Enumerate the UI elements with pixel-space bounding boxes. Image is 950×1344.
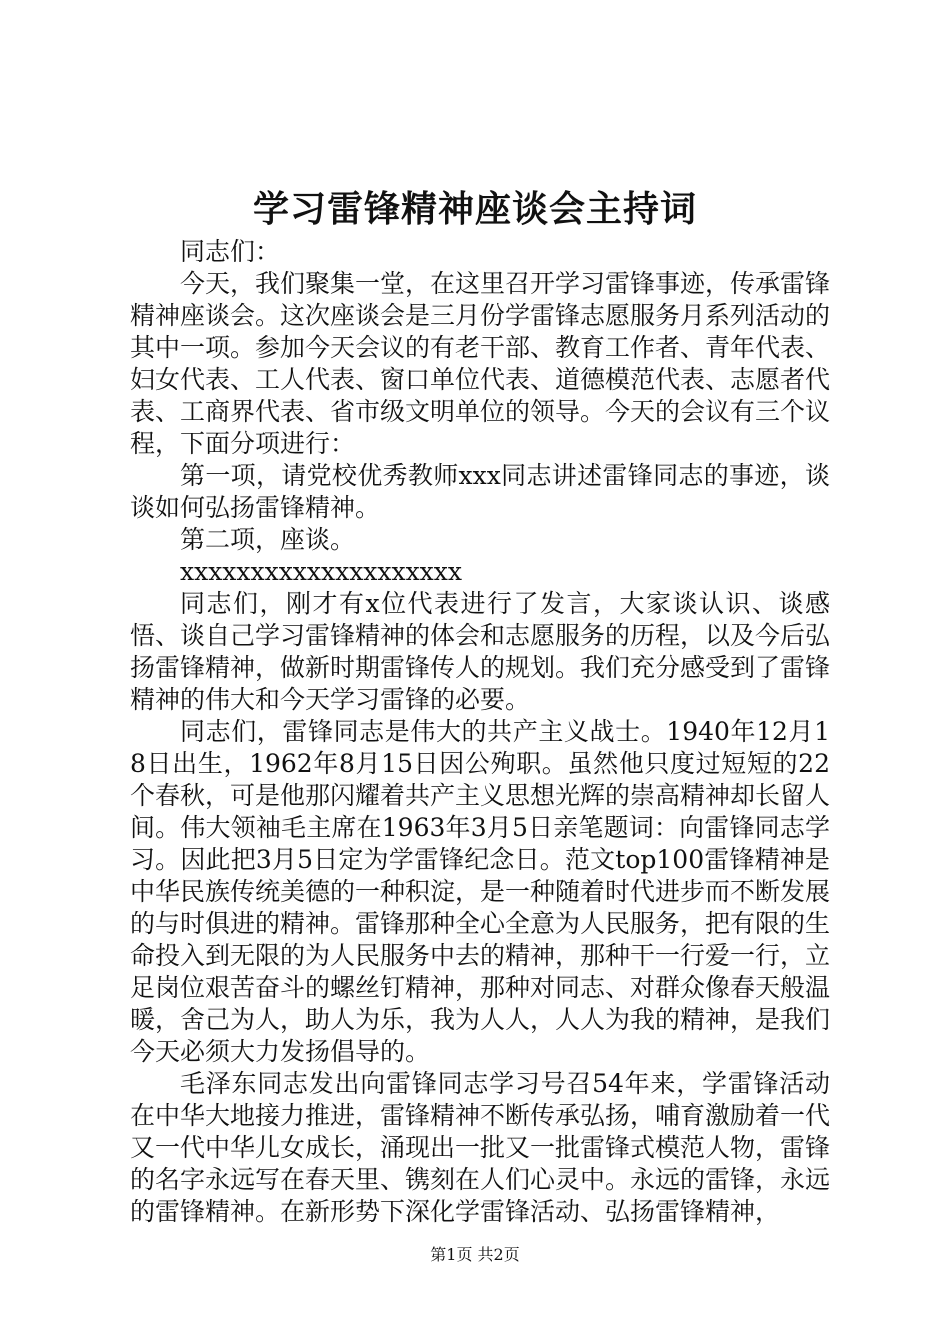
paragraph-salutation: 同志们：: [180, 237, 281, 266]
page-footer: 第1页 共2页: [430, 1245, 520, 1264]
paragraph-summary: 同志们，刚才有x位代表进行了发言，大家谈认识、谈感悟、谈自己学习雷锋精神的体会和志愿服务的历程，以及今后弘扬雷锋精神，做新时期雷锋传人的规划。我们充分感受到了雷锋精神的伟大和今天学习雷锋的必要。: [130, 589, 831, 714]
document-body: [130, 236, 830, 1228]
paragraph-leifeng-biography: 同志们，雷锋同志是伟大的共产主义战士。1940年12月18日出生，1962年8月15日因公殉职。虽然他只度过短短的22个春秋，可是他那闪耀着共产主义思想光辉的崇高精神却长留人间。伟大领袖毛主席在1963年3月5日亲笔题词：向雷锋同志学习。因此把3月5日定为学雷锋纪念日。范文top100雷锋精神是中华民族传统美德的一种积淀，是一种随着时代进步而不断发展的与时俱进的精神。雷锋那种全心全意为人民服务，把有限的生命投入到无限的为人民服务中去的精神，那种干一行爱一行，立足岗位艰苦奋斗的螺丝钉精神，那种对同志、对群众像春天般温暖，舍己为人，助人为乐，我为人人，人人为我的精神，是我们今天必须大力发扬倡导的。: [130, 717, 831, 1066]
paragraph-agenda-item-1: 第一项，请党校优秀教师xxx同志讲述雷锋同志的事迹，谈谈如何弘扬雷锋精神。: [130, 461, 830, 522]
paragraph-leifeng-legacy: 毛泽东同志发出向雷锋同志学习号召54年来，学雷锋活动在中华大地接力推进，雷锋精神不断传承弘扬，哺育激励着一代又一代中华儿女成长，涌现出一批又一批雷锋式模范人物，雷锋的名字永远写在春天里、镌刻在人们心灵中。永远的雷锋，永远的雷锋精神。在新形势下深化学雷锋活动、弘扬雷锋精神，: [130, 1069, 831, 1226]
paragraph-opening: 今天，我们聚集一堂，在这里召开学习雷锋事迹，传承雷锋精神座谈会。这次座谈会是三月份学雷锋志愿服务月系列活动的其中一项。参加今天会议的有老干部、教育工作者、青年代表、妇女代表、工人代表、窗口单位代表、道德模范代表、志愿者代表、工商界代表、省市级文明单位的领导。今天的会议有三个议程，下面分项进行：: [130, 269, 831, 458]
paragraph-agenda-item-2: 第二项，座谈。: [180, 525, 356, 554]
page-title: 学习雷锋精神座谈会主持词: [252, 189, 697, 230]
paragraph-placeholder: xxxxxxxxxxxxxxxxxxxx: [180, 557, 462, 586]
